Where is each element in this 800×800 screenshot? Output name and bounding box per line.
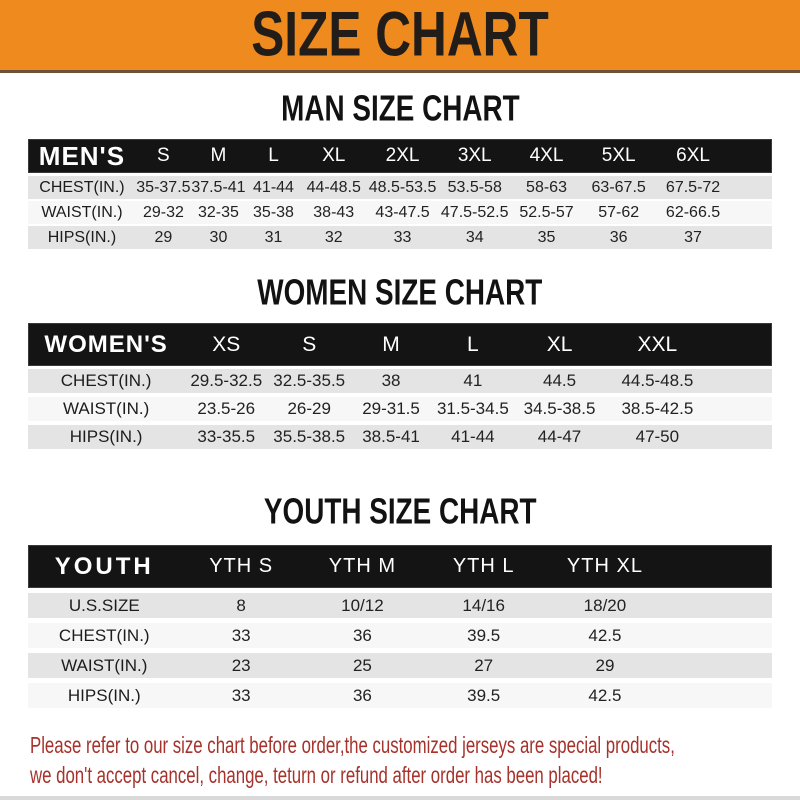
value-cell: 33 [231, 685, 251, 705]
value-cell: 44-47 [537, 427, 582, 446]
size-column-header: M [382, 332, 400, 356]
row-label: CHEST(IN.) [39, 178, 125, 196]
value-cell: 18/20 [583, 595, 627, 615]
table-row [28, 201, 772, 224]
value-cell: 23 [231, 655, 251, 675]
section-women [0, 275, 800, 449]
table-row [28, 397, 772, 421]
man-size-chart-heading-text: MAN SIZE CHART [280, 89, 520, 129]
table-row [28, 226, 772, 249]
table-row [28, 369, 772, 393]
value-cell: 58-63 [526, 178, 567, 196]
value-cell: 37.5-41 [191, 178, 246, 196]
section-youth [0, 494, 800, 708]
table-header-row [28, 545, 772, 588]
value-cell: 38.5-42.5 [621, 399, 694, 418]
size-column-header: M [210, 145, 227, 166]
size-column-header: L [467, 332, 479, 356]
value-cell: 67.5-72 [665, 178, 721, 196]
value-cell: 38 [381, 371, 401, 390]
footnote-line-1-text: Please refer to our size chart before order,the customized jerseys are special products, [30, 732, 675, 758]
value-cell: 43-47.5 [375, 203, 430, 221]
value-cell: 33-35.5 [197, 427, 256, 446]
category-label: WOMEN'S [44, 330, 168, 358]
size-column-header: S [157, 145, 170, 166]
size-column-header: 6XL [676, 145, 710, 166]
category-label: YOUTH [54, 552, 154, 580]
row-label: U.S.SIZE [68, 595, 140, 615]
footnote-line-2 [30, 760, 800, 790]
value-cell: 41-44 [451, 427, 495, 446]
value-cell: 14/16 [462, 595, 505, 615]
category-label: MEN'S [38, 140, 126, 171]
value-cell: 25 [352, 655, 372, 675]
value-cell: 52.5-57 [519, 203, 574, 221]
table-row [28, 593, 772, 618]
table-header-row [28, 139, 772, 173]
table-row [28, 683, 772, 708]
value-cell: 39.5 [467, 625, 501, 645]
value-cell: 41 [463, 371, 483, 390]
value-cell: 35-38 [253, 203, 294, 221]
size-column-header: 2XL [385, 145, 420, 166]
value-cell: 29 [595, 655, 615, 675]
value-cell: 41-44 [253, 178, 294, 196]
value-cell: 47-50 [635, 427, 680, 446]
value-cell: 33 [393, 228, 412, 246]
row-label: WAIST(IN.) [61, 655, 148, 675]
value-cell: 38-43 [313, 203, 355, 221]
table-row [28, 425, 772, 449]
value-cell: 8 [236, 595, 246, 615]
value-cell: 39.5 [467, 685, 501, 705]
value-cell: 57-62 [598, 203, 640, 221]
row-label: HIPS(IN.) [69, 427, 143, 446]
value-cell: 33 [231, 625, 251, 645]
size-column-header: YTH L [452, 555, 515, 577]
youth-size-chart-heading-text: YOUTH SIZE CHART [263, 492, 537, 532]
size-column-header: YTH S [209, 555, 274, 577]
value-cell: 10/12 [341, 595, 384, 615]
row-label: HIPS(IN.) [47, 228, 117, 246]
size-column-header: 5XL [601, 145, 636, 166]
footnote [30, 730, 800, 790]
value-cell: 35 [537, 228, 556, 246]
value-cell: 36 [352, 685, 372, 705]
value-cell: 29 [154, 228, 173, 246]
size-column-header: S [302, 332, 317, 356]
banner-title: SIZE CHART [251, 0, 549, 70]
size-column-header: XL [322, 145, 346, 166]
size-column-header: XXL [637, 332, 678, 356]
women-size-table [28, 323, 772, 449]
value-cell: 42.5 [588, 685, 622, 705]
value-cell: 48.5-53.5 [368, 178, 437, 196]
value-cell: 32.5-35.5 [273, 371, 346, 390]
man-size-chart-heading [0, 91, 800, 127]
size-column-header: YTH M [328, 555, 397, 577]
footnote-line-1 [30, 730, 800, 760]
size-column-header: 3XL [457, 145, 492, 166]
value-cell: 47.5-52.5 [440, 203, 509, 221]
value-cell: 31.5-34.5 [436, 399, 509, 418]
table-row [28, 623, 772, 648]
value-cell: 34.5-38.5 [523, 399, 596, 418]
value-cell: 36 [609, 228, 628, 246]
value-cell: 36 [352, 625, 372, 645]
table-row [28, 176, 772, 199]
size-column-header: L [268, 145, 279, 166]
value-cell: 44.5 [542, 371, 577, 390]
value-cell: 63-67.5 [591, 178, 646, 196]
value-cell: 32 [324, 228, 343, 246]
men-size-table [28, 139, 772, 249]
footnote-line-2-text: we don't accept cancel, change, teturn or refund after order has been placed! [30, 762, 603, 788]
banner [0, 0, 800, 73]
value-cell: 31 [264, 228, 283, 246]
value-cell: 44.5-48.5 [621, 371, 694, 390]
bottom-edge-divider [0, 796, 800, 800]
value-cell: 29-32 [142, 203, 184, 221]
size-column-header: XS [212, 332, 241, 356]
row-label: WAIST(IN.) [41, 203, 123, 221]
value-cell: 38.5-41 [362, 427, 420, 446]
youth-size-table [28, 545, 772, 708]
value-cell: 32-35 [197, 203, 239, 221]
row-label: HIPS(IN.) [67, 685, 141, 705]
table-header-row [28, 323, 772, 366]
value-cell: 27 [474, 655, 494, 675]
row-label: CHEST(IN.) [60, 371, 152, 390]
value-cell: 62-66.5 [665, 203, 721, 221]
value-cell: 30 [209, 228, 228, 246]
value-cell: 37 [684, 228, 702, 246]
value-cell: 35-37.5 [136, 178, 191, 196]
size-column-header: XL [546, 332, 573, 356]
value-cell: 35.5-38.5 [273, 427, 346, 446]
value-cell: 44-48.5 [306, 178, 361, 196]
size-column-header: YTH XL [566, 555, 643, 577]
youth-size-chart-heading [0, 494, 800, 530]
women-size-chart-heading [0, 275, 800, 311]
value-cell: 23.5-26 [197, 399, 256, 418]
size-column-header: 4XL [529, 145, 564, 166]
women-size-chart-heading-text: WOMEN SIZE CHART [257, 273, 543, 313]
section-men [0, 91, 800, 249]
value-cell: 34 [465, 228, 484, 246]
value-cell: 29.5-32.5 [190, 371, 263, 390]
value-cell: 29-31.5 [362, 399, 420, 418]
value-cell: 26-29 [287, 399, 331, 418]
row-label: CHEST(IN.) [58, 625, 150, 645]
value-cell: 42.5 [588, 625, 622, 645]
row-label: WAIST(IN.) [62, 399, 150, 418]
table-row [28, 653, 772, 678]
value-cell: 53.5-58 [447, 178, 502, 196]
